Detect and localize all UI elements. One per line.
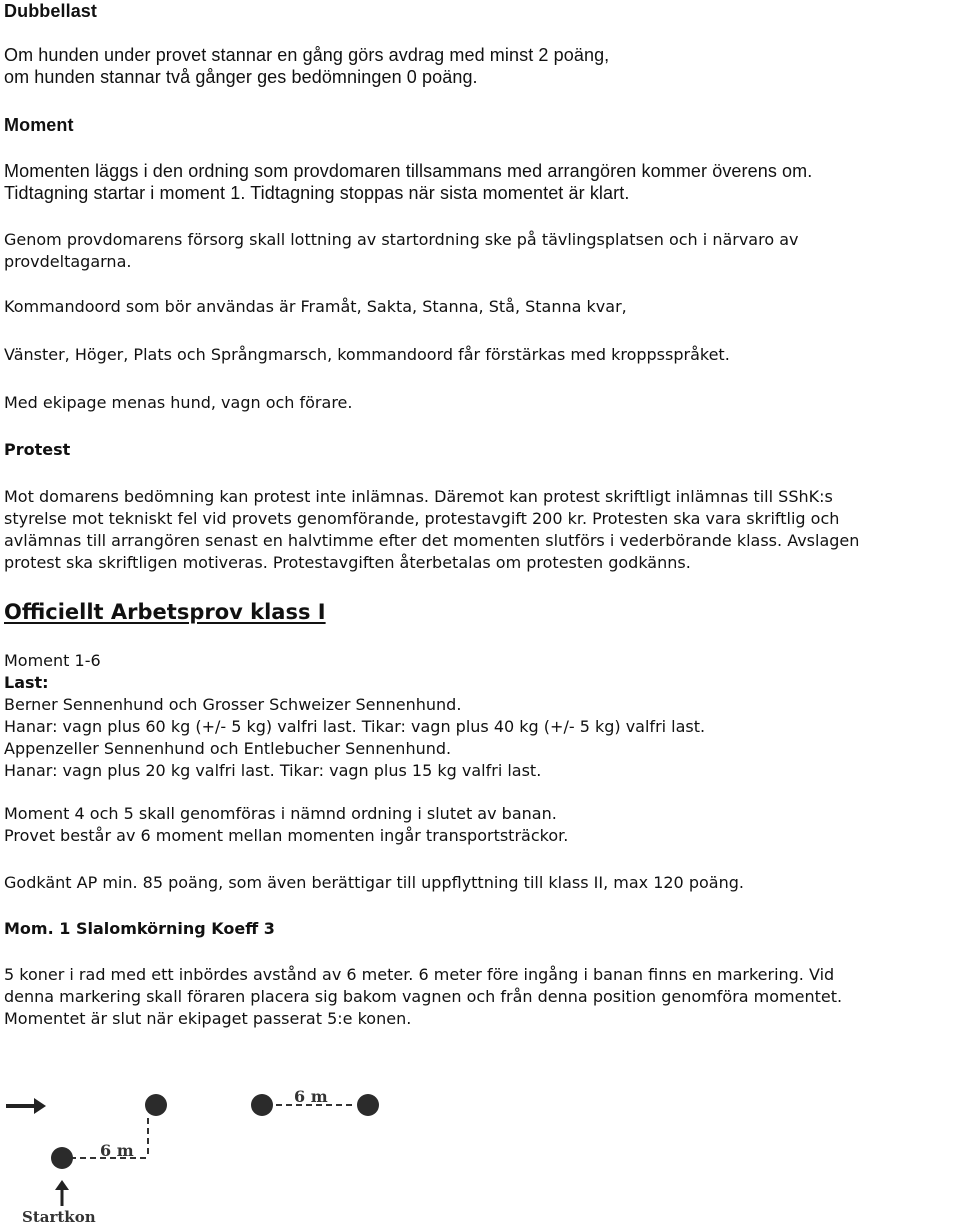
heading-protest: Protest <box>4 440 71 459</box>
text-line: provdeltagarna. <box>4 252 132 271</box>
text-line: denna markering skall föraren placera sig bakom vagnen och från denna position genomföra momentet. <box>4 987 843 1006</box>
text-line: Genom provdomarens försorg skall lottning av startordning ske på tävlingsplatsen och i närvaro av <box>4 230 799 249</box>
distance-label-top: 6 m <box>294 1087 328 1106</box>
heading-dubbellast: Dubbellast <box>4 1 98 21</box>
text-line: styrelse mot tekniskt fel vid provets genomförande, protestavgift 200 kr. Protesten ska vara skriftlig och <box>4 509 840 528</box>
up-arrow-icon <box>55 1180 69 1206</box>
text-line: Tidtagning startar i moment 1. Tidtagning stoppas när sista momentet är klart. <box>4 183 630 203</box>
text-line: Momentet är slut när ekipaget passerat 5:e konen. <box>4 1009 412 1028</box>
text-line: Om hunden under provet stannar en gång görs avdrag med minst 2 poäng, <box>4 45 610 65</box>
text-line: Godkänt AP min. 85 poäng, som även berättigar till uppflyttning till klass II, max 120 poäng. <box>4 873 744 892</box>
text-line: 5 koner i rad med ett inbördes avstånd av 6 meter. 6 meter före ingång i banan finns en markering. Vid <box>4 965 835 984</box>
text-line: Kommandoord som bör användas är Framåt, Sakta, Stanna, Stå, Stanna kvar, <box>4 297 627 316</box>
cone <box>251 1094 273 1116</box>
label-last: Last: <box>4 673 49 692</box>
text-line: Hanar: vagn plus 20 kg valfri last. Tikar: vagn plus 15 kg valfri last. <box>4 761 542 780</box>
start-cone-label: Startkon <box>22 1208 96 1226</box>
text-line: Momenten läggs i den ordning som provdomaren tillsammans med arrangören kommer överens om. <box>4 161 813 181</box>
cone <box>145 1094 167 1116</box>
text-line: Vänster, Höger, Plats och Språngmarsch, kommandoord får förstärkas med kroppsspråket. <box>4 345 730 364</box>
text-line: avlämnas till arrangören senast en halvtimme efter det momenten slutförs i vederbörande klass. Avslagen <box>4 531 860 550</box>
cone <box>357 1094 379 1116</box>
text-line: Mot domarens bedömning kan protest inte inlämnas. Däremot kan protest skriftligt inlämnas till SShK:s <box>4 487 833 506</box>
heading-officiellt-arbetsprov: Officiellt Arbetsprov klass I <box>4 600 326 624</box>
text-line: Med ekipage menas hund, vagn och förare. <box>4 393 353 412</box>
text-line: Provet består av 6 moment mellan momenten ingår transportsträckor. <box>4 826 569 845</box>
distance-label-left: 6 m <box>100 1141 134 1160</box>
heading-mom1-slalom: Mom. 1 Slalomkörning Koeff 3 <box>4 919 275 938</box>
text-line: Moment 1-6 <box>4 651 101 670</box>
slalom-course-diagram <box>0 1060 420 1230</box>
entry-arrow-icon <box>6 1098 46 1114</box>
text-line: Berner Sennenhund och Grosser Schweizer Sennenhund. <box>4 695 462 714</box>
heading-moment: Moment <box>4 115 74 135</box>
text-line: om hunden stannar två gånger ges bedömningen 0 poäng. <box>4 67 478 87</box>
text-line: Appenzeller Sennenhund och Entlebucher Sennenhund. <box>4 739 452 758</box>
start-cone <box>51 1147 73 1169</box>
text-line: Hanar: vagn plus 60 kg (+/- 5 kg) valfri last. Tikar: vagn plus 40 kg (+/- 5 kg) valfri last. <box>4 717 706 736</box>
text-line: Moment 4 och 5 skall genomföras i nämnd ordning i slutet av banan. <box>4 804 557 823</box>
text-line: protest ska skriftligen motiveras. Protestavgiften återbetalas om protesten godkänns. <box>4 553 691 572</box>
